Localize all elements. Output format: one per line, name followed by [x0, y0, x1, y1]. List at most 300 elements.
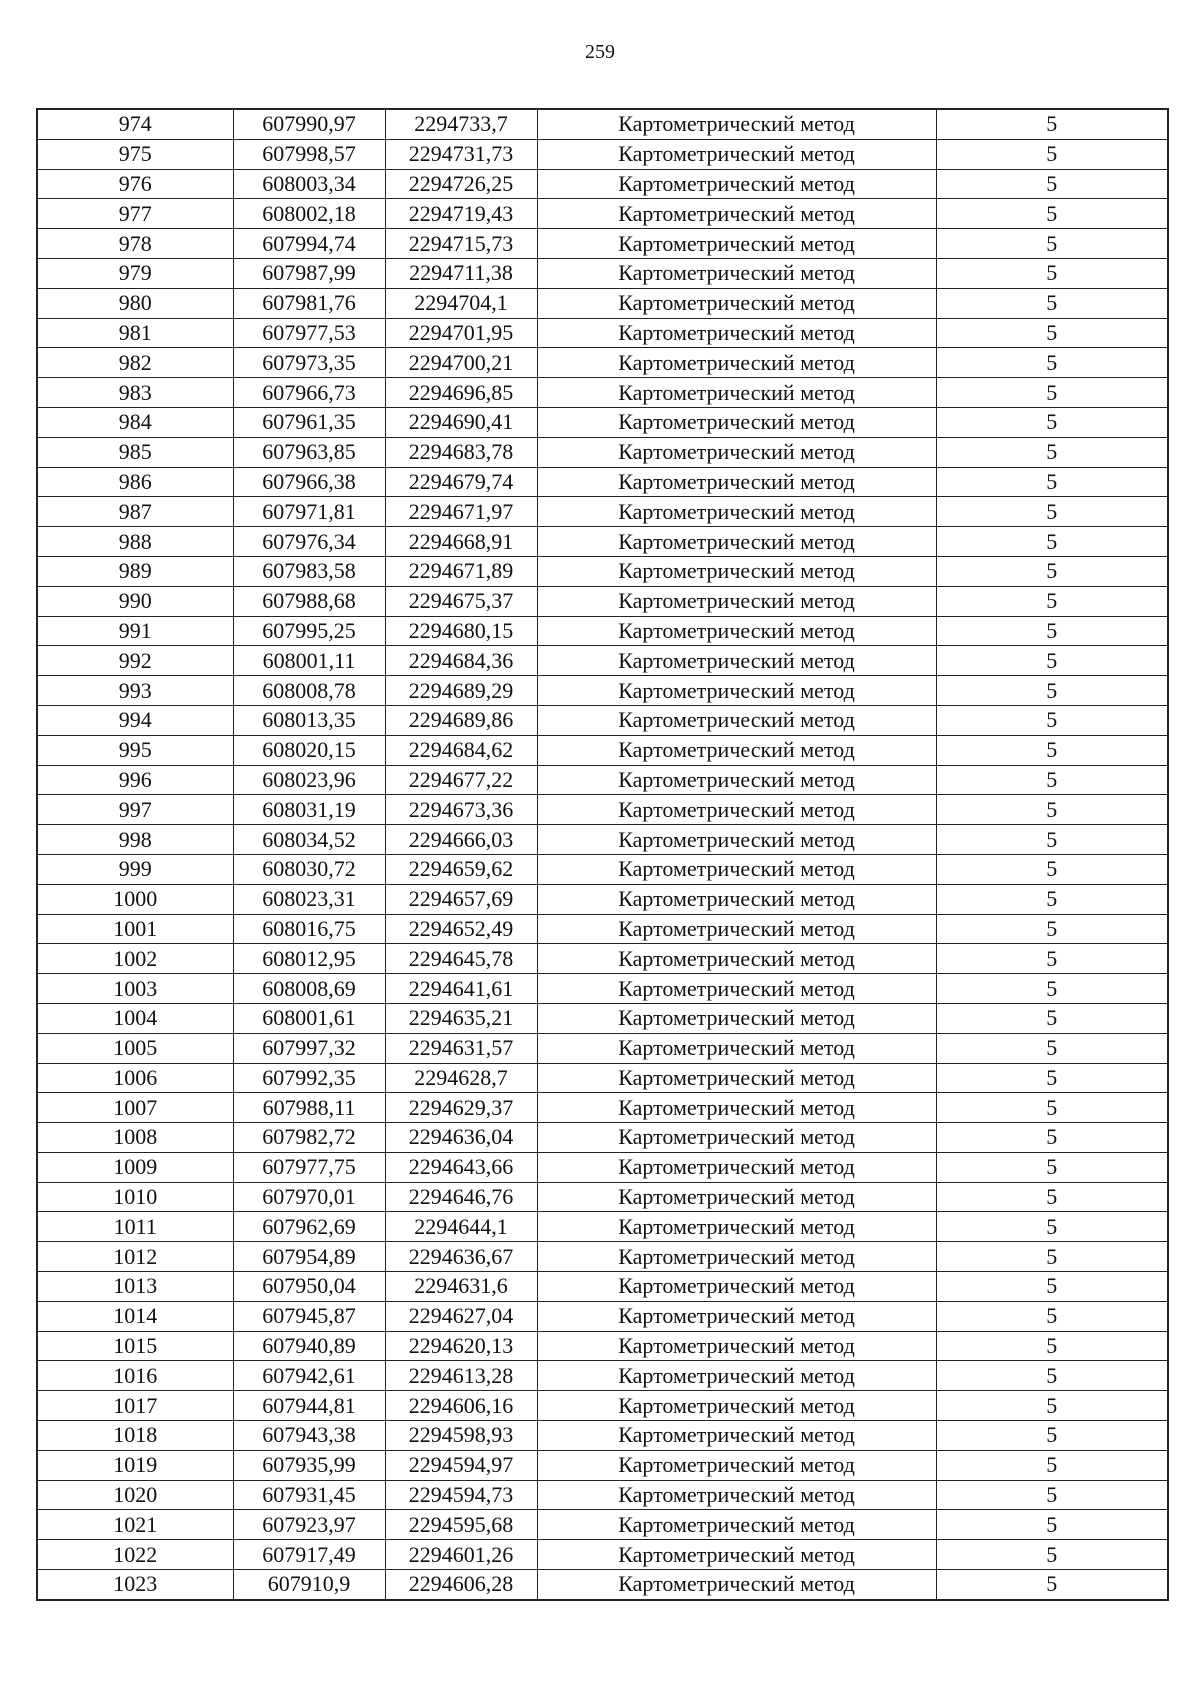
coordinates-table [36, 108, 1169, 1601]
method-cell: Картометрический метод [537, 1272, 936, 1302]
accuracy-cell: 5 [936, 169, 1168, 199]
y-coordinate-cell: 2294636,04 [385, 1123, 537, 1153]
accuracy-cell: 5 [936, 884, 1168, 914]
y-coordinate-cell: 2294684,62 [385, 735, 537, 765]
accuracy-cell: 5 [936, 586, 1168, 616]
y-coordinate-cell: 2294675,37 [385, 586, 537, 616]
method-cell: Картометрический метод [537, 974, 936, 1004]
x-coordinate-cell: 608001,61 [233, 1003, 385, 1033]
x-coordinate-cell: 607976,34 [233, 527, 385, 557]
table-row [37, 1331, 1168, 1361]
y-coordinate-cell: 2294715,73 [385, 229, 537, 259]
accuracy-cell: 5 [936, 974, 1168, 1004]
point-number-cell: 1006 [37, 1063, 233, 1093]
x-coordinate-cell: 607966,38 [233, 467, 385, 497]
accuracy-cell: 5 [936, 288, 1168, 318]
x-coordinate-cell: 607990,97 [233, 109, 385, 139]
accuracy-cell: 5 [936, 1391, 1168, 1421]
point-number-cell: 996 [37, 765, 233, 795]
y-coordinate-cell: 2294680,15 [385, 616, 537, 646]
method-cell: Картометрический метод [537, 1301, 936, 1331]
method-cell: Картометрический метод [537, 1003, 936, 1033]
point-number-cell: 984 [37, 407, 233, 437]
accuracy-cell: 5 [936, 795, 1168, 825]
table-row [37, 467, 1168, 497]
accuracy-cell: 5 [936, 1480, 1168, 1510]
table-row [37, 1301, 1168, 1331]
y-coordinate-cell: 2294631,57 [385, 1033, 537, 1063]
point-number-cell: 1002 [37, 944, 233, 974]
accuracy-cell: 5 [936, 1123, 1168, 1153]
table-row [37, 914, 1168, 944]
method-cell: Картометрический метод [537, 169, 936, 199]
y-coordinate-cell: 2294733,7 [385, 109, 537, 139]
table-row [37, 974, 1168, 1004]
table-row [37, 676, 1168, 706]
point-number-cell: 993 [37, 676, 233, 706]
method-cell: Картометрический метод [537, 1212, 936, 1242]
x-coordinate-cell: 608034,52 [233, 825, 385, 855]
method-cell: Картометрический метод [537, 378, 936, 408]
table-row [37, 318, 1168, 348]
table-row [37, 199, 1168, 229]
point-number-cell: 975 [37, 139, 233, 169]
point-number-cell: 987 [37, 497, 233, 527]
accuracy-cell: 5 [936, 854, 1168, 884]
table-row [37, 288, 1168, 318]
point-number-cell: 1000 [37, 884, 233, 914]
y-coordinate-cell: 2294683,78 [385, 437, 537, 467]
y-coordinate-cell: 2294629,37 [385, 1093, 537, 1123]
accuracy-cell: 5 [936, 467, 1168, 497]
point-number-cell: 1014 [37, 1301, 233, 1331]
y-coordinate-cell: 2294671,89 [385, 556, 537, 586]
point-number-cell: 1022 [37, 1540, 233, 1570]
x-coordinate-cell: 607973,35 [233, 348, 385, 378]
y-coordinate-cell: 2294594,97 [385, 1450, 537, 1480]
x-coordinate-cell: 608020,15 [233, 735, 385, 765]
accuracy-cell: 5 [936, 1540, 1168, 1570]
point-number-cell: 1010 [37, 1182, 233, 1212]
accuracy-cell: 5 [936, 1242, 1168, 1272]
y-coordinate-cell: 2294677,22 [385, 765, 537, 795]
accuracy-cell: 5 [936, 527, 1168, 557]
point-number-cell: 1019 [37, 1450, 233, 1480]
x-coordinate-cell: 607977,75 [233, 1152, 385, 1182]
method-cell: Картометрический метод [537, 1480, 936, 1510]
method-cell: Картометрический метод [537, 1540, 936, 1570]
y-coordinate-cell: 2294631,6 [385, 1272, 537, 1302]
method-cell: Картометрический метод [537, 1063, 936, 1093]
y-coordinate-cell: 2294636,67 [385, 1242, 537, 1272]
method-cell: Картометрический метод [537, 1123, 936, 1153]
y-coordinate-cell: 2294594,73 [385, 1480, 537, 1510]
point-number-cell: 983 [37, 378, 233, 408]
table-row [37, 646, 1168, 676]
point-number-cell: 976 [37, 169, 233, 199]
table-row [37, 1093, 1168, 1123]
method-cell: Картометрический метод [537, 854, 936, 884]
point-number-cell: 1012 [37, 1242, 233, 1272]
x-coordinate-cell: 607962,69 [233, 1212, 385, 1242]
x-coordinate-cell: 607981,76 [233, 288, 385, 318]
y-coordinate-cell: 2294731,73 [385, 139, 537, 169]
point-number-cell: 979 [37, 258, 233, 288]
point-number-cell: 1021 [37, 1510, 233, 1540]
accuracy-cell: 5 [936, 1063, 1168, 1093]
method-cell: Картометрический метод [537, 556, 936, 586]
x-coordinate-cell: 607987,99 [233, 258, 385, 288]
accuracy-cell: 5 [936, 1182, 1168, 1212]
x-coordinate-cell: 607982,72 [233, 1123, 385, 1153]
method-cell: Картометрический метод [537, 1242, 936, 1272]
method-cell: Картометрический метод [537, 884, 936, 914]
y-coordinate-cell: 2294700,21 [385, 348, 537, 378]
x-coordinate-cell: 607942,61 [233, 1361, 385, 1391]
x-coordinate-cell: 608008,78 [233, 676, 385, 706]
table-row [37, 497, 1168, 527]
method-cell: Картометрический метод [537, 1033, 936, 1063]
y-coordinate-cell: 2294679,74 [385, 467, 537, 497]
y-coordinate-cell: 2294726,25 [385, 169, 537, 199]
point-number-cell: 985 [37, 437, 233, 467]
method-cell: Картометрический метод [537, 735, 936, 765]
method-cell: Картометрический метод [537, 348, 936, 378]
method-cell: Картометрический метод [537, 139, 936, 169]
method-cell: Картометрический метод [537, 1391, 936, 1421]
method-cell: Картометрический метод [537, 795, 936, 825]
y-coordinate-cell: 2294613,28 [385, 1361, 537, 1391]
y-coordinate-cell: 2294659,62 [385, 854, 537, 884]
y-coordinate-cell: 2294606,16 [385, 1391, 537, 1421]
method-cell: Картометрический метод [537, 318, 936, 348]
x-coordinate-cell: 608023,96 [233, 765, 385, 795]
accuracy-cell: 5 [936, 735, 1168, 765]
method-cell: Картометрический метод [537, 199, 936, 229]
y-coordinate-cell: 2294671,97 [385, 497, 537, 527]
method-cell: Картометрический метод [537, 914, 936, 944]
y-coordinate-cell: 2294628,7 [385, 1063, 537, 1093]
method-cell: Картометрический метод [537, 705, 936, 735]
table-row [37, 1272, 1168, 1302]
table-row [37, 1003, 1168, 1033]
table-row [37, 527, 1168, 557]
table-row [37, 795, 1168, 825]
method-cell: Картометрический метод [537, 229, 936, 259]
table-row [37, 1540, 1168, 1570]
point-number-cell: 981 [37, 318, 233, 348]
x-coordinate-cell: 608023,31 [233, 884, 385, 914]
accuracy-cell: 5 [936, 1272, 1168, 1302]
method-cell: Картометрический метод [537, 646, 936, 676]
point-number-cell: 992 [37, 646, 233, 676]
accuracy-cell: 5 [936, 407, 1168, 437]
method-cell: Картометрический метод [537, 1361, 936, 1391]
x-coordinate-cell: 608003,34 [233, 169, 385, 199]
x-coordinate-cell: 608008,69 [233, 974, 385, 1004]
x-coordinate-cell: 607944,81 [233, 1391, 385, 1421]
table-row [37, 825, 1168, 855]
x-coordinate-cell: 607910,9 [233, 1570, 385, 1600]
point-number-cell: 1020 [37, 1480, 233, 1510]
accuracy-cell: 5 [936, 109, 1168, 139]
y-coordinate-cell: 2294643,66 [385, 1152, 537, 1182]
x-coordinate-cell: 608013,35 [233, 705, 385, 735]
x-coordinate-cell: 607992,35 [233, 1063, 385, 1093]
point-number-cell: 1015 [37, 1331, 233, 1361]
table-row [37, 586, 1168, 616]
x-coordinate-cell: 607931,45 [233, 1480, 385, 1510]
x-coordinate-cell: 607945,87 [233, 1301, 385, 1331]
accuracy-cell: 5 [936, 1331, 1168, 1361]
y-coordinate-cell: 2294595,68 [385, 1510, 537, 1540]
table-row [37, 1063, 1168, 1093]
point-number-cell: 998 [37, 825, 233, 855]
y-coordinate-cell: 2294673,36 [385, 795, 537, 825]
x-coordinate-cell: 608012,95 [233, 944, 385, 974]
y-coordinate-cell: 2294645,78 [385, 944, 537, 974]
method-cell: Картометрический метод [537, 676, 936, 706]
table-row [37, 1212, 1168, 1242]
page-number: 259 [585, 41, 615, 63]
accuracy-cell: 5 [936, 348, 1168, 378]
accuracy-cell: 5 [936, 825, 1168, 855]
table-row [37, 1033, 1168, 1063]
x-coordinate-cell: 607950,04 [233, 1272, 385, 1302]
table-row [37, 1182, 1168, 1212]
method-cell: Картометрический метод [537, 1331, 936, 1361]
accuracy-cell: 5 [936, 1152, 1168, 1182]
y-coordinate-cell: 2294696,85 [385, 378, 537, 408]
accuracy-cell: 5 [936, 914, 1168, 944]
accuracy-cell: 5 [936, 199, 1168, 229]
x-coordinate-cell: 607995,25 [233, 616, 385, 646]
accuracy-cell: 5 [936, 765, 1168, 795]
y-coordinate-cell: 2294701,95 [385, 318, 537, 348]
point-number-cell: 989 [37, 556, 233, 586]
table-row [37, 1391, 1168, 1421]
x-coordinate-cell: 608002,18 [233, 199, 385, 229]
x-coordinate-cell: 607970,01 [233, 1182, 385, 1212]
x-coordinate-cell: 607940,89 [233, 1331, 385, 1361]
point-number-cell: 991 [37, 616, 233, 646]
x-coordinate-cell: 607954,89 [233, 1242, 385, 1272]
table-row [37, 884, 1168, 914]
point-number-cell: 1017 [37, 1391, 233, 1421]
accuracy-cell: 5 [936, 616, 1168, 646]
method-cell: Картометрический метод [537, 1450, 936, 1480]
method-cell: Картометрический метод [537, 1421, 936, 1451]
y-coordinate-cell: 2294689,86 [385, 705, 537, 735]
point-number-cell: 999 [37, 854, 233, 884]
point-number-cell: 1003 [37, 974, 233, 1004]
table-row [37, 1480, 1168, 1510]
method-cell: Картометрический метод [537, 1510, 936, 1540]
coordinates-table-body [37, 109, 1168, 1600]
table-row [37, 735, 1168, 765]
table-row [37, 169, 1168, 199]
x-coordinate-cell: 607963,85 [233, 437, 385, 467]
accuracy-cell: 5 [936, 556, 1168, 586]
table-row [37, 378, 1168, 408]
method-cell: Картометрический метод [537, 407, 936, 437]
accuracy-cell: 5 [936, 1301, 1168, 1331]
accuracy-cell: 5 [936, 497, 1168, 527]
accuracy-cell: 5 [936, 646, 1168, 676]
method-cell: Картометрический метод [537, 1570, 936, 1600]
point-number-cell: 995 [37, 735, 233, 765]
table-row [37, 616, 1168, 646]
accuracy-cell: 5 [936, 258, 1168, 288]
y-coordinate-cell: 2294598,93 [385, 1421, 537, 1451]
accuracy-cell: 5 [936, 1361, 1168, 1391]
y-coordinate-cell: 2294641,61 [385, 974, 537, 1004]
x-coordinate-cell: 607966,73 [233, 378, 385, 408]
point-number-cell: 1008 [37, 1123, 233, 1153]
x-coordinate-cell: 607961,35 [233, 407, 385, 437]
point-number-cell: 997 [37, 795, 233, 825]
table-row [37, 854, 1168, 884]
x-coordinate-cell: 608001,11 [233, 646, 385, 676]
x-coordinate-cell: 608031,19 [233, 795, 385, 825]
point-number-cell: 988 [37, 527, 233, 557]
y-coordinate-cell: 2294690,41 [385, 407, 537, 437]
point-number-cell: 1018 [37, 1421, 233, 1451]
method-cell: Картометрический метод [537, 944, 936, 974]
point-number-cell: 986 [37, 467, 233, 497]
table-row [37, 139, 1168, 169]
point-number-cell: 994 [37, 705, 233, 735]
x-coordinate-cell: 607998,57 [233, 139, 385, 169]
accuracy-cell: 5 [936, 1570, 1168, 1600]
table-row [37, 229, 1168, 259]
table-row [37, 1510, 1168, 1540]
x-coordinate-cell: 607988,68 [233, 586, 385, 616]
y-coordinate-cell: 2294704,1 [385, 288, 537, 318]
y-coordinate-cell: 2294620,13 [385, 1331, 537, 1361]
y-coordinate-cell: 2294601,26 [385, 1540, 537, 1570]
point-number-cell: 980 [37, 288, 233, 318]
point-number-cell: 1016 [37, 1361, 233, 1391]
method-cell: Картометрический метод [537, 825, 936, 855]
y-coordinate-cell: 2294627,04 [385, 1301, 537, 1331]
method-cell: Картометрический метод [537, 437, 936, 467]
point-number-cell: 982 [37, 348, 233, 378]
table-row [37, 1123, 1168, 1153]
method-cell: Картометрический метод [537, 288, 936, 318]
x-coordinate-cell: 608016,75 [233, 914, 385, 944]
x-coordinate-cell: 607943,38 [233, 1421, 385, 1451]
point-number-cell: 978 [37, 229, 233, 259]
y-coordinate-cell: 2294719,43 [385, 199, 537, 229]
table-row [37, 944, 1168, 974]
y-coordinate-cell: 2294635,21 [385, 1003, 537, 1033]
method-cell: Картометрический метод [537, 497, 936, 527]
method-cell: Картометрический метод [537, 109, 936, 139]
table-row [37, 705, 1168, 735]
table-row [37, 556, 1168, 586]
y-coordinate-cell: 2294646,76 [385, 1182, 537, 1212]
table-row [37, 437, 1168, 467]
point-number-cell: 1007 [37, 1093, 233, 1123]
accuracy-cell: 5 [936, 1003, 1168, 1033]
x-coordinate-cell: 607923,97 [233, 1510, 385, 1540]
x-coordinate-cell: 607977,53 [233, 318, 385, 348]
table-row [37, 1152, 1168, 1182]
accuracy-cell: 5 [936, 944, 1168, 974]
method-cell: Картометрический метод [537, 586, 936, 616]
accuracy-cell: 5 [936, 1450, 1168, 1480]
point-number-cell: 1023 [37, 1570, 233, 1600]
x-coordinate-cell: 607971,81 [233, 497, 385, 527]
method-cell: Картометрический метод [537, 1182, 936, 1212]
point-number-cell: 1005 [37, 1033, 233, 1063]
method-cell: Картометрический метод [537, 1152, 936, 1182]
accuracy-cell: 5 [936, 229, 1168, 259]
x-coordinate-cell: 607997,32 [233, 1033, 385, 1063]
point-number-cell: 1009 [37, 1152, 233, 1182]
x-coordinate-cell: 608030,72 [233, 854, 385, 884]
accuracy-cell: 5 [936, 437, 1168, 467]
x-coordinate-cell: 607988,11 [233, 1093, 385, 1123]
table-row [37, 1570, 1168, 1600]
accuracy-cell: 5 [936, 1421, 1168, 1451]
point-number-cell: 990 [37, 586, 233, 616]
table-row [37, 1450, 1168, 1480]
table-row [37, 1421, 1168, 1451]
x-coordinate-cell: 607994,74 [233, 229, 385, 259]
point-number-cell: 1011 [37, 1212, 233, 1242]
table-row [37, 258, 1168, 288]
table-row [37, 407, 1168, 437]
y-coordinate-cell: 2294689,29 [385, 676, 537, 706]
table-row [37, 765, 1168, 795]
point-number-cell: 974 [37, 109, 233, 139]
accuracy-cell: 5 [936, 1212, 1168, 1242]
y-coordinate-cell: 2294652,49 [385, 914, 537, 944]
accuracy-cell: 5 [936, 676, 1168, 706]
table-row [37, 1242, 1168, 1272]
accuracy-cell: 5 [936, 705, 1168, 735]
y-coordinate-cell: 2294657,69 [385, 884, 537, 914]
method-cell: Картометрический метод [537, 467, 936, 497]
method-cell: Картометрический метод [537, 616, 936, 646]
y-coordinate-cell: 2294644,1 [385, 1212, 537, 1242]
accuracy-cell: 5 [936, 378, 1168, 408]
y-coordinate-cell: 2294711,38 [385, 258, 537, 288]
accuracy-cell: 5 [936, 1093, 1168, 1123]
y-coordinate-cell: 2294684,36 [385, 646, 537, 676]
accuracy-cell: 5 [936, 1510, 1168, 1540]
point-number-cell: 1001 [37, 914, 233, 944]
method-cell: Картометрический метод [537, 258, 936, 288]
y-coordinate-cell: 2294666,03 [385, 825, 537, 855]
accuracy-cell: 5 [936, 1033, 1168, 1063]
y-coordinate-cell: 2294606,28 [385, 1570, 537, 1600]
table-row [37, 109, 1168, 139]
table-row [37, 348, 1168, 378]
point-number-cell: 977 [37, 199, 233, 229]
y-coordinate-cell: 2294668,91 [385, 527, 537, 557]
accuracy-cell: 5 [936, 139, 1168, 169]
accuracy-cell: 5 [936, 318, 1168, 348]
x-coordinate-cell: 607917,49 [233, 1540, 385, 1570]
method-cell: Картометрический метод [537, 765, 936, 795]
x-coordinate-cell: 607983,58 [233, 556, 385, 586]
method-cell: Картометрический метод [537, 527, 936, 557]
x-coordinate-cell: 607935,99 [233, 1450, 385, 1480]
point-number-cell: 1013 [37, 1272, 233, 1302]
